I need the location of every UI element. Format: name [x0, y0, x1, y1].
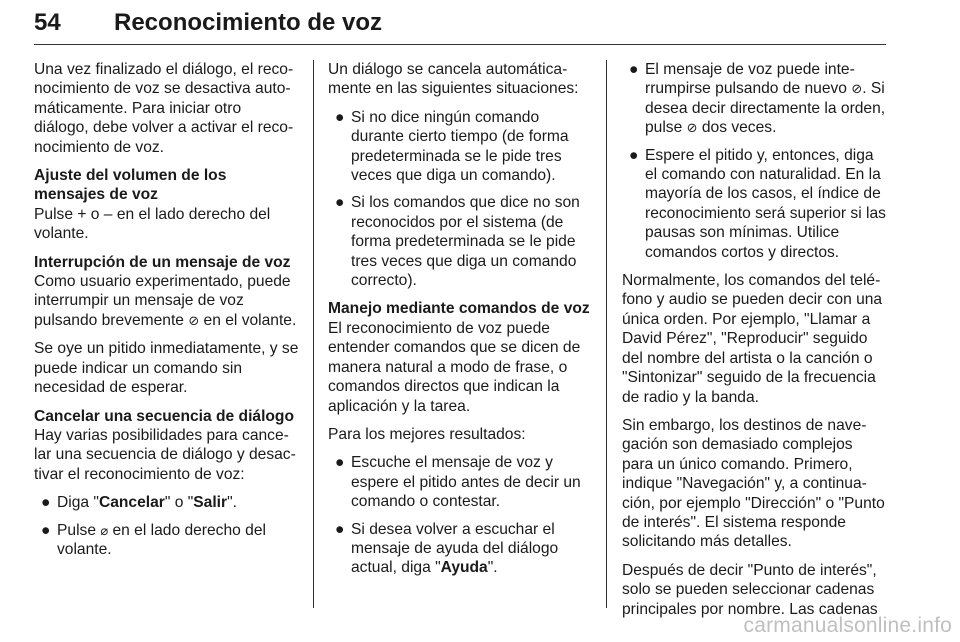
- section-heading: Manejo mediante comandos de voz: [328, 300, 590, 318]
- page-title: Reconocimiento de voz: [114, 9, 383, 36]
- paragraph: Como usuario experimentado, puede interrumpir un mensaje de voz pulsando brevemente ⊘ en el volante.: [34, 273, 297, 329]
- paragraph: Un diálogo se cancela automáticamente en las siguientes situaciones:: [328, 61, 579, 98]
- bullet-icon: ●: [335, 520, 345, 538]
- list-item: ● Diga "Cancelar" o "Salir".: [41, 494, 237, 512]
- paragraph: Después de decir "Punto de interés", solo se pueden seleccionar cadenas principales por nombre. Las cadenas: [622, 561, 878, 618]
- list-item: ● Escuche el mensaje de voz y espere el pitido antes de decir un comando o contestar.: [335, 454, 581, 511]
- column-1: [34, 60, 300, 568]
- bullet-icon: ●: [629, 146, 639, 164]
- list-item: ● El mensaje de voz puede interrumpirse pulsando de nuevo ⊘. Si desea decir directamente la orden, pulse ⊘ dos veces.: [629, 61, 886, 137]
- paragraph: Una vez finalizado el diálogo, el reconocimiento de voz se desactiva automáticamente. Para iniciar otro diálogo, debe volver a activar el reconocimiento de voz.: [34, 61, 294, 156]
- bullet-list: [34, 493, 300, 559]
- voice-control-icon: ⊘: [686, 120, 698, 136]
- watermark: carmanualsonline.info: [743, 614, 952, 637]
- paragraph: Normalmente, los comandos del teléfono y audio se pueden decir con una única orden. Por ejemplo, "Llamar a David Pérez", "Reproducir" seguido del nombre del artista o la canción o "Sintonizar" seguido de la frecuencia de radio y la banda.: [622, 272, 883, 406]
- minus-icon: –: [103, 205, 113, 223]
- paragraph: Para los mejores resultados:: [328, 425, 526, 443]
- section-heading: Interrupción de un mensaje de voz: [34, 253, 291, 271]
- hang-up-icon: ⌀: [100, 522, 109, 538]
- bullet-icon: ●: [335, 194, 345, 212]
- paragraph: Pulse + o – en el lado derecho del volante.: [34, 205, 271, 243]
- bullet-icon: ●: [41, 521, 51, 539]
- voice-control-icon: ⊘: [188, 312, 200, 328]
- list-item: ● Pulse ⌀ en el lado derecho del volante.: [41, 521, 266, 558]
- list-item: ● Espere el pitido y, entonces, diga el comando con naturalidad. En la mayoría de los casos, el índice de reconocimiento será superior si las pausas son mínimas. Utilice comandos cortos y directos.: [629, 146, 886, 261]
- paragraph: El reconocimiento de voz puede entender comandos que se dicen de manera natural a modo de frase, o comandos directos que indican la aplicación y la tarea.: [328, 319, 581, 415]
- section-heading: Ajuste del volumen de los mensajes de voz: [34, 167, 227, 204]
- bullet-icon: ●: [41, 494, 51, 512]
- list-item: ● Si los comandos que dice no son reconocidos por el sistema (de forma predeterminada se le pide tres veces que diga un comando correcto).: [335, 194, 580, 290]
- bullet-icon: ●: [335, 108, 345, 126]
- bullet-list: [622, 60, 888, 262]
- page-header: [34, 0, 886, 45]
- bullet-icon: ●: [335, 454, 345, 472]
- plus-icon: +: [77, 205, 87, 223]
- page-number: 54: [34, 9, 61, 36]
- paragraph: Sin embargo, los destinos de navegación son demasiado complejos para un único comando. Primero, indique "Navegación" y, a continuación, por ejemplo "Dirección" o "Punto de interés". El sistema responde solicitando más detalles.: [622, 416, 885, 551]
- bullet-icon: ●: [629, 61, 639, 78]
- paragraph: Se oye un pitido inmediatamente, y se puede indicar un comando sin necesidad de esperar.: [34, 340, 299, 397]
- bullet-list: [328, 108, 594, 291]
- list-item: ● Si desea volver a escuchar el mensaje de ayuda del diálogo actual, diga "Ayuda".: [335, 520, 559, 577]
- column-divider: [606, 60, 607, 608]
- section-heading: Cancelar una secuencia de diálogo: [34, 407, 294, 425]
- column-2: [328, 60, 594, 587]
- voice-control-icon: ⊘: [851, 81, 863, 97]
- list-item: ● Si no dice ningún comando durante cierto tiempo (de forma predeterminada se le pide tres veces que diga un comando).: [335, 108, 569, 185]
- column-divider: [313, 60, 314, 608]
- column-3: [622, 60, 888, 628]
- paragraph: Hay varias posibilidades para cancelar una secuencia de diálogo y desactivar el reconocimiento de voz:: [34, 426, 296, 483]
- bullet-list: [328, 453, 594, 577]
